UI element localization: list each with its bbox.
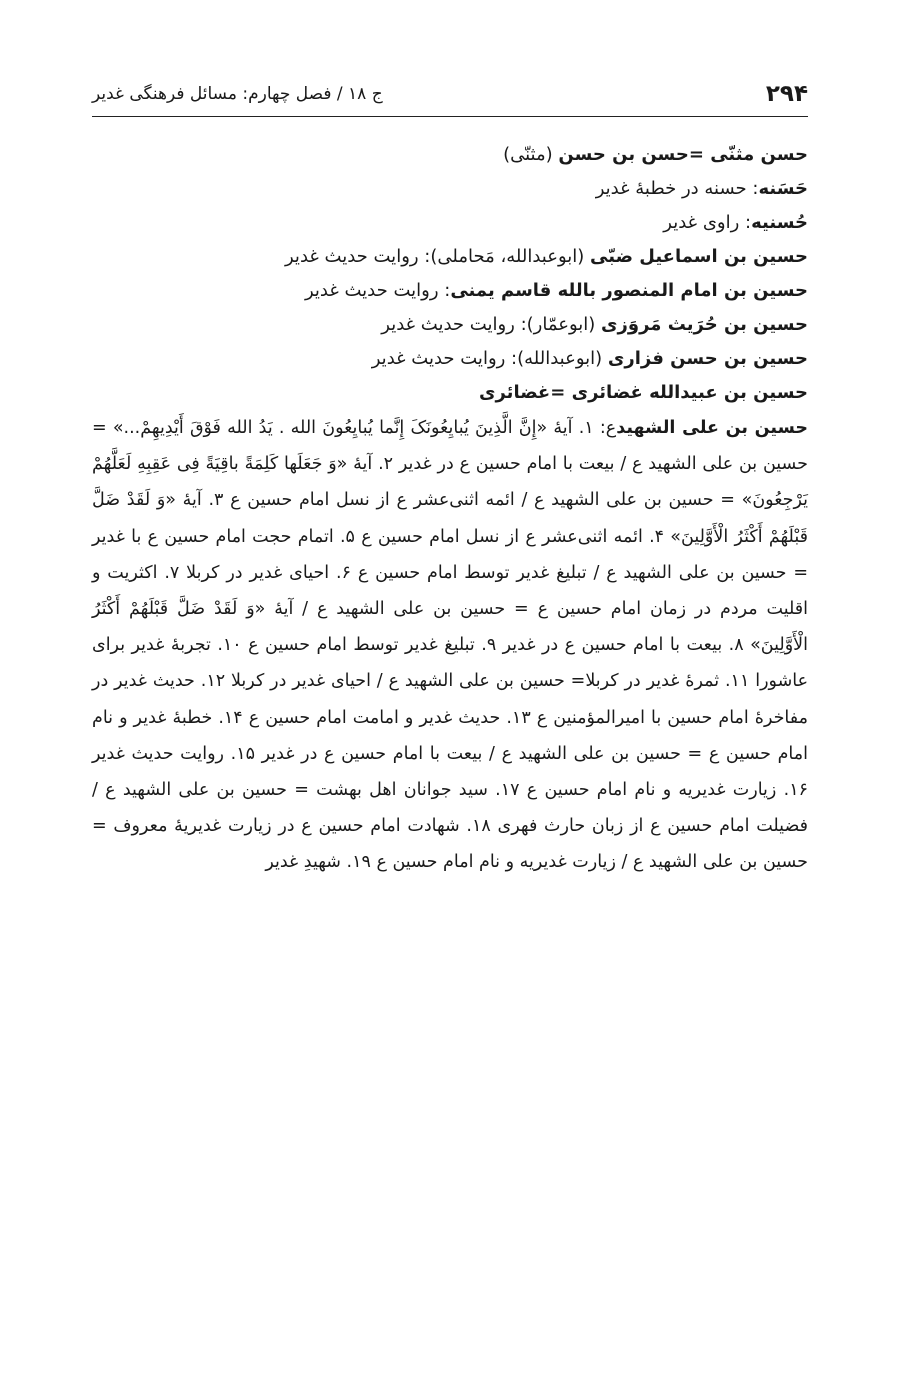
entry-term: حسین بن عبیدالله غضائری =غضائری bbox=[478, 382, 808, 403]
entry-text: : حسنه در خطبۀ غدیر bbox=[595, 178, 759, 199]
index-entry bbox=[92, 274, 808, 308]
running-title: ج ۱۸ / فصل چهارم: مسائل فرهنگی غدیر bbox=[92, 84, 383, 104]
index-entry bbox=[92, 138, 808, 172]
entry-term: حَسَنه bbox=[758, 178, 808, 199]
entry-term: حسین بن اسماعیل ضبّی bbox=[590, 246, 808, 267]
page-header bbox=[92, 72, 808, 117]
entry-term: حسین بن حسن فزاری bbox=[607, 348, 808, 369]
entry-text: (مثنّی) bbox=[503, 144, 559, 165]
entry-term: حسین بن امام المنصور بالله قاسم یمنی bbox=[450, 280, 808, 301]
entry-text: ع: ۱. آیۀ «إِنَّ الَّذِینَ یُبایِعُونَکَ إِنَّما یُبایِعُونَ الله . یَدُ الله فَوْقَ أَیْدِیهِمْ...» = حسین بن علی الشهید ع / بیعت با امام حسین ع در غدیر ۲. آیۀ «وَ جَعَلَها کَلِمَةً باقِیَةً فِی عَقِبِهِ لَعَلَّهُمْ یَرْجِعُونَ» = حسین بن علی الشهید ع / ائمه اثنی‌عشر ع از نسل امام حسین ع ۳. آیۀ «وَ لَقَدْ ضَلَّ قَبْلَهُمْ أَکْثَرُ الْأَوَّلِینَ» ۴. ائمه اثنی‌عشر ع از نسل امام حسین ع ۵. اتمام حجت امام حسین ع با غدیر = حسین بن علی الشهید ع / تبلیغ غدیر توسط امام حسین ع ۶. احیای غدیر در کربلا ۷. اکثریت و اقلیت مردم در زمان امام حسین ع = حسین بن علی الشهید ع / آیۀ «وَ لَقَدْ ضَلَّ قَبْلَهُمْ أَکْثَرُ الْأَوَّلِینَ» ۸. بیعت با امام حسین ع در غدیر ۹. تبلیغ غدیر توسط امام حسین ع ۱۰. تجربۀ غدیر برای عاشورا ۱۱. ثمرۀ غدیر در کربلا= حسین بن علی الشهید ع / احیای غدیر در کربلا ۱۲. حدیث غدیر در مفاخرۀ امام حسین با امیرالمؤمنین ع ۱۳. حدیث غدیر و امامت امام حسین ع ۱۴. خطبۀ غدیر و نام امام حسین ع = حسین بن علی الشهید ع / بیعت با امام حسین ع در غدیر ۱۵. روایت حدیث غدیر ۱۶. زیارت غدیریه و نام امام حسین ع ۱۷. سید جوانان اهل بهشت = حسین بن علی الشهید ع / فضیلت امام حسین ع از زبان حارث فهری ۱۸. شهادت امام حسین ع در زیارت غدیریۀ معروف = حسین بن علی الشهید ع / زیارت غدیریه و نام امام حسین ع ۱۹. شهیدِ غدیر bbox=[92, 418, 809, 873]
entry-term: حسن مثنّی =حسن بن حسن bbox=[558, 144, 808, 165]
index-entry bbox=[92, 172, 808, 206]
entry-text: : روایت حدیث غدیر bbox=[304, 280, 451, 301]
index-entry-long bbox=[92, 410, 808, 881]
entry-text: (ابوعمّار): روایت حدیث غدیر bbox=[381, 314, 602, 335]
index-entry bbox=[92, 308, 808, 342]
index-content bbox=[92, 138, 808, 881]
entry-text: (ابوعبدالله): روایت حدیث غدیر bbox=[371, 348, 608, 369]
entry-text: : راوی غدیر bbox=[663, 212, 752, 233]
page-number: ۲۹۴ bbox=[765, 81, 808, 107]
entry-term: حسین بن حُرَیث مَروَزی bbox=[601, 314, 808, 335]
index-entry bbox=[92, 240, 808, 274]
index-entry bbox=[92, 206, 808, 240]
entry-term: حُسنیه bbox=[751, 212, 808, 233]
index-entry bbox=[92, 342, 808, 376]
entry-term: حسین بن علی الشهید bbox=[616, 418, 808, 438]
index-entry bbox=[92, 376, 808, 410]
entry-text: (ابوعبدالله، مَحاملی): روایت حدیث غدیر bbox=[285, 246, 591, 267]
